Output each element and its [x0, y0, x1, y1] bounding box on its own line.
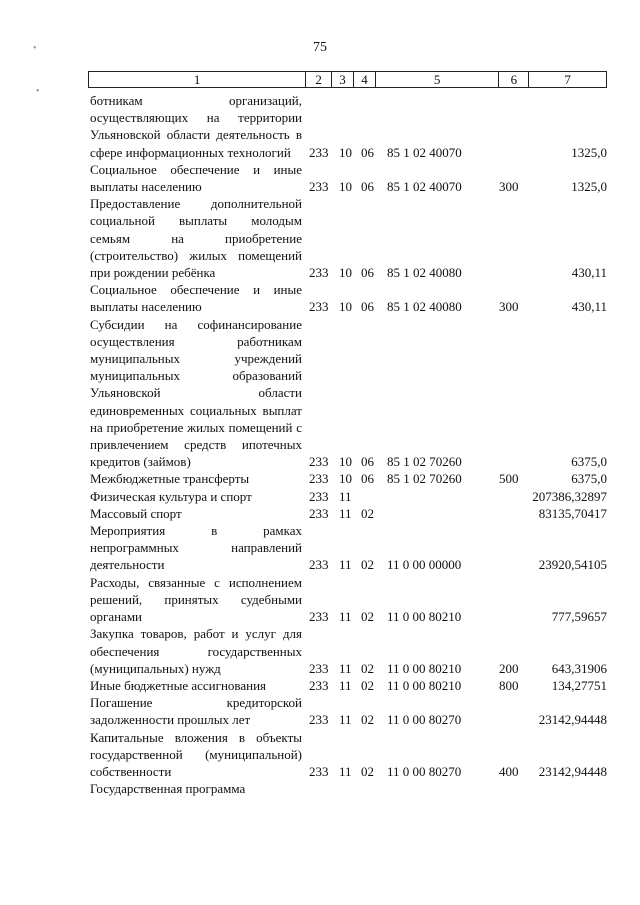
- row-admin-code: 233: [309, 557, 329, 573]
- row-target-article: 85 1 02 40070: [387, 179, 462, 195]
- row-admin-code: 233: [309, 763, 329, 779]
- row-name: Государственная программа: [90, 781, 246, 797]
- row-subsection: 02: [361, 609, 374, 625]
- table-row: [90, 470, 607, 487]
- table-row: [90, 729, 607, 781]
- row-subsection: 02: [361, 505, 374, 521]
- row-admin-code: 233: [309, 677, 329, 693]
- row-subsection: 02: [361, 677, 374, 693]
- row-section: 11: [339, 660, 352, 676]
- row-section: 11: [339, 677, 352, 693]
- row-amount: 430,11: [571, 299, 607, 315]
- row-name: Иные бюджетные ассигнования: [90, 677, 267, 693]
- row-admin-code: 233: [309, 144, 329, 160]
- row-target-article: 11 0 00 80210: [387, 677, 462, 693]
- row-subsection: 02: [361, 660, 374, 676]
- column-header-1: 1: [89, 72, 306, 87]
- row-amount: 23142,94448: [538, 763, 607, 779]
- row-section: 11: [339, 609, 352, 625]
- table-row: [90, 522, 607, 574]
- row-amount: 1325,0: [571, 144, 607, 160]
- row-amount: 643,31906: [551, 660, 607, 676]
- row-expense-type: 500: [499, 471, 519, 487]
- column-header-5: 5: [376, 72, 500, 87]
- table-row: [90, 694, 607, 728]
- row-subsection: 06: [361, 265, 374, 281]
- row-amount: 83135,70417: [538, 505, 607, 521]
- column-header-4: 4: [354, 72, 376, 87]
- row-target-article: 11 0 00 80210: [387, 660, 462, 676]
- row-target-article: 11 0 00 80270: [387, 763, 462, 779]
- column-header-7: 7: [564, 72, 571, 87]
- row-subsection: 02: [361, 763, 374, 779]
- row-admin-code: 233: [309, 505, 329, 521]
- table-row: [90, 316, 607, 471]
- row-section: 10: [339, 265, 352, 281]
- table-row: [90, 92, 607, 161]
- row-admin-code: 233: [309, 265, 329, 281]
- table-row: [90, 574, 607, 626]
- row-expense-type: 300: [499, 179, 519, 195]
- table-row: [90, 488, 607, 505]
- row-target-article: 11 0 00 00000: [387, 557, 462, 573]
- row-amount: 430,11: [571, 265, 607, 281]
- row-section: 10: [339, 471, 352, 487]
- row-section: 10: [339, 454, 352, 470]
- column-header-6: 6: [499, 72, 529, 87]
- row-admin-code: 233: [309, 471, 329, 487]
- row-name: Предоставление дополнительной социальной выплаты молодым семьям на приобретение (строительство) жилых помещений при рождении ребёнка: [90, 196, 302, 281]
- row-admin-code: 233: [309, 179, 329, 195]
- row-expense-type: 800: [499, 677, 519, 693]
- scan-mark: •: [33, 43, 37, 54]
- row-section: 11: [339, 557, 352, 573]
- row-subsection: 06: [361, 299, 374, 315]
- table-row: [90, 195, 607, 281]
- row-admin-code: 233: [309, 609, 329, 625]
- row-subsection: 06: [361, 179, 374, 195]
- row-name: Погашение кредиторской задолженности прошлых лет: [90, 695, 302, 728]
- table-row: [90, 677, 607, 694]
- row-admin-code: 233: [309, 712, 329, 728]
- row-target-article: 85 1 02 70260: [387, 454, 462, 470]
- page-number: 75: [313, 40, 327, 55]
- row-amount: 134,27751: [551, 677, 607, 693]
- row-name: Расходы, связанные с исполнением решений, принятых судебными органами: [90, 574, 302, 625]
- row-name: Социальное обеспечение и иные выплаты населению: [90, 282, 302, 315]
- table-row: [90, 505, 607, 522]
- row-target-article: 85 1 02 40070: [387, 144, 462, 160]
- row-target-article: 85 1 02 40080: [387, 299, 462, 315]
- table-row: [90, 625, 607, 677]
- row-section: 11: [339, 505, 352, 521]
- row-section: 10: [339, 299, 352, 315]
- row-admin-code: 233: [309, 660, 329, 676]
- row-amount: 23142,94448: [538, 712, 607, 728]
- row-amount: 207386,32897: [532, 488, 607, 504]
- row-name: ботникам организаций, осуществляющих на территории Ульяновской области деятельность в сфере информационных технологий: [90, 93, 302, 160]
- row-subsection: 02: [361, 557, 374, 573]
- row-amount: 1325,0: [571, 179, 607, 195]
- row-section: 10: [339, 179, 352, 195]
- row-name: Закупка товаров, работ и услуг для обеспечения государственных (муниципальных) нужд: [90, 626, 302, 676]
- row-target-article: 85 1 02 70260: [387, 471, 462, 487]
- row-subsection: 06: [361, 454, 374, 470]
- row-admin-code: 233: [309, 299, 329, 315]
- row-amount: 23920,54105: [538, 557, 607, 573]
- table-body: [90, 92, 607, 797]
- column-header-3: 3: [332, 72, 354, 87]
- row-amount: 6375,0: [571, 471, 607, 487]
- row-name: Межбюджетные трансферты: [90, 471, 250, 487]
- table-header: [88, 71, 607, 88]
- row-subsection: 02: [361, 712, 374, 728]
- row-amount: 777,59657: [551, 609, 607, 625]
- row-name: Физическая культура и спорт: [90, 488, 252, 504]
- scan-mark: •: [36, 86, 40, 97]
- row-name: Субсидии на софинансирование осуществления работникам муниципальных учреждений муниципальных образований Ульяновской области единовременных социальных выплат на приобретение жилых помещений с привлечением средств ипотечных кредитов (займов): [90, 316, 302, 470]
- row-target-article: 11 0 00 80270: [387, 712, 462, 728]
- row-section: 11: [339, 712, 352, 728]
- row-admin-code: 233: [309, 488, 329, 504]
- row-amount: 6375,0: [571, 454, 607, 470]
- table-row: [90, 780, 607, 797]
- row-name: Массовый спорт: [90, 505, 182, 521]
- row-subsection: 06: [361, 471, 374, 487]
- row-section: 11: [339, 488, 352, 504]
- row-target-article: 11 0 00 80210: [387, 609, 462, 625]
- row-expense-type: 300: [499, 299, 519, 315]
- row-name: Капитальные вложения в объекты государственной (муниципальной) собственности: [90, 729, 302, 779]
- table-row: [90, 161, 607, 195]
- row-name: Мероприятия в рамках непрограммных направлений деятельности: [90, 523, 302, 573]
- row-section: 11: [339, 763, 352, 779]
- row-section: 10: [339, 144, 352, 160]
- column-header-2: 2: [306, 72, 332, 87]
- row-admin-code: 233: [309, 454, 329, 470]
- row-name: Социальное обеспечение и иные выплаты населению: [90, 161, 302, 195]
- row-subsection: 06: [361, 144, 374, 160]
- row-target-article: 85 1 02 40080: [387, 265, 462, 281]
- table-row: [90, 281, 607, 315]
- row-expense-type: 400: [499, 763, 519, 779]
- row-expense-type: 200: [499, 660, 519, 676]
